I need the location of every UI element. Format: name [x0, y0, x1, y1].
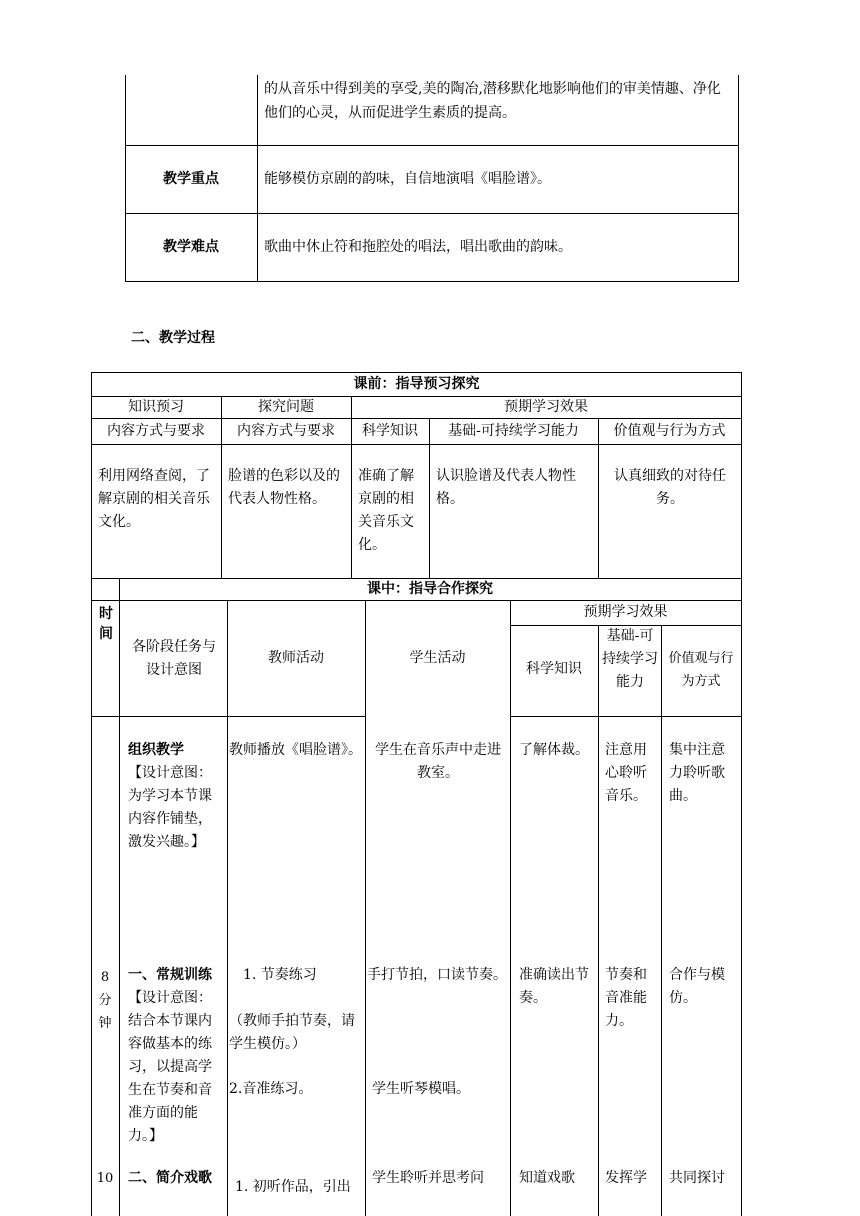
pre-col-question: 探究问题	[258, 399, 314, 415]
values-behavior: 合作与模仿。	[669, 967, 725, 1006]
task-note: 【设计意图：结合本节课内容做基本的练习，以提高学生在节奏和音准方面的能力。】	[128, 990, 212, 1144]
section-title: 二、教学过程	[131, 330, 215, 346]
task-title: 二、简介戏歌	[128, 1170, 212, 1186]
objectives-text: 的从音乐中得到美的享受,美的陶冶,潜移默化地影响他们的审美情趣、净化他们的心灵，从而促进学生素质的提高。	[264, 81, 721, 121]
student-activity-1: 手打节拍，口读节奏。	[367, 967, 507, 983]
in-sub-values: 价值观与行为方式	[668, 651, 734, 689]
teacher-activity-1: 1. 节奏练习	[243, 967, 317, 983]
pre-class-title: 课前：指导预习探究	[353, 376, 480, 392]
pre-row-knowledge: 利用网络查阅，了解京剧的相关音乐文化。	[98, 468, 210, 530]
teacher-activity: 教师播放《唱脸谱》。	[229, 742, 362, 758]
science-knowledge: 了解体裁。	[519, 742, 589, 758]
student-activity-2: 学生听琴模唱。	[372, 1081, 470, 1097]
pre-row-basic: 认识脸谱及代表人物性格。	[436, 468, 576, 507]
in-col-student: 学生活动	[409, 650, 466, 666]
teacher-activity-2: （教师手拍节奏，请学生模仿。）	[229, 1013, 355, 1052]
basic-ability: 节奏和音准能力。	[605, 967, 647, 1029]
task-title: 一、常规训练	[128, 967, 212, 983]
time-cell: 10	[96, 1171, 114, 1186]
in-sub-basic: 基础-可持续学习能力	[602, 628, 658, 690]
pre-sub-content-method-1: 内容方式与要求	[107, 423, 205, 439]
values-behavior: 共同探讨	[669, 1170, 725, 1186]
task-note: 【设计意图：为学习本节课内容作铺垫，激发兴趣。】	[128, 765, 212, 850]
basic-ability: 发挥学	[605, 1170, 647, 1186]
in-col-effect: 预期学习效果	[583, 604, 668, 620]
teacher-activity-3: 2.音准练习。	[229, 1081, 313, 1097]
values-behavior: 集中注意力聆听歌曲。	[669, 742, 725, 804]
pre-sub-science: 科学知识	[362, 423, 418, 439]
key-points-label: 教学重点	[163, 171, 219, 187]
pre-col-effect: 预期学习效果	[504, 399, 588, 415]
in-col-time: 时间	[99, 606, 113, 642]
in-col-task: 各阶段任务与设计意图	[132, 639, 216, 678]
in-sub-science: 科学知识	[526, 661, 582, 677]
pre-sub-basic: 基础-可持续学习能力	[448, 423, 579, 439]
difficulty-text: 歌曲中休止符和拖腔处的唱法，唱出歌曲的韵味。	[264, 239, 572, 255]
pre-sub-values: 价值观与行为方式	[613, 423, 726, 439]
science-knowledge: 准确读出节奏。	[519, 967, 589, 1006]
teacher-activity: 1. 初听作品，引出	[235, 1179, 351, 1195]
time-cell: 8分钟	[98, 970, 112, 1031]
pre-sub-content-method-2: 内容方式与要求	[237, 423, 335, 439]
in-col-teacher: 教师活动	[268, 650, 324, 666]
difficulty-label: 教学难点	[163, 239, 219, 255]
pre-row-question: 脸谱的色彩以及的代表人物性格。	[228, 468, 340, 507]
key-points-text: 能够模仿京剧的韵味，自信地演唱《唱脸谱》。	[264, 171, 551, 187]
pre-col-knowledge: 知识预习	[128, 399, 184, 415]
student-activity: 学生在音乐声中走进教室。	[375, 742, 501, 781]
science-knowledge: 知道戏歌	[519, 1170, 575, 1186]
task-title: 组织教学	[128, 742, 184, 758]
in-class-title: 课中：指导合作探究	[367, 581, 493, 597]
student-activity: 学生聆听并思考问	[372, 1170, 484, 1186]
basic-ability: 注意用心聆听音乐。	[605, 742, 647, 804]
pre-row-science: 准确了解京剧的相关音乐文化。	[358, 468, 414, 553]
pre-row-values: 认真细致的对待任务。	[614, 468, 726, 507]
